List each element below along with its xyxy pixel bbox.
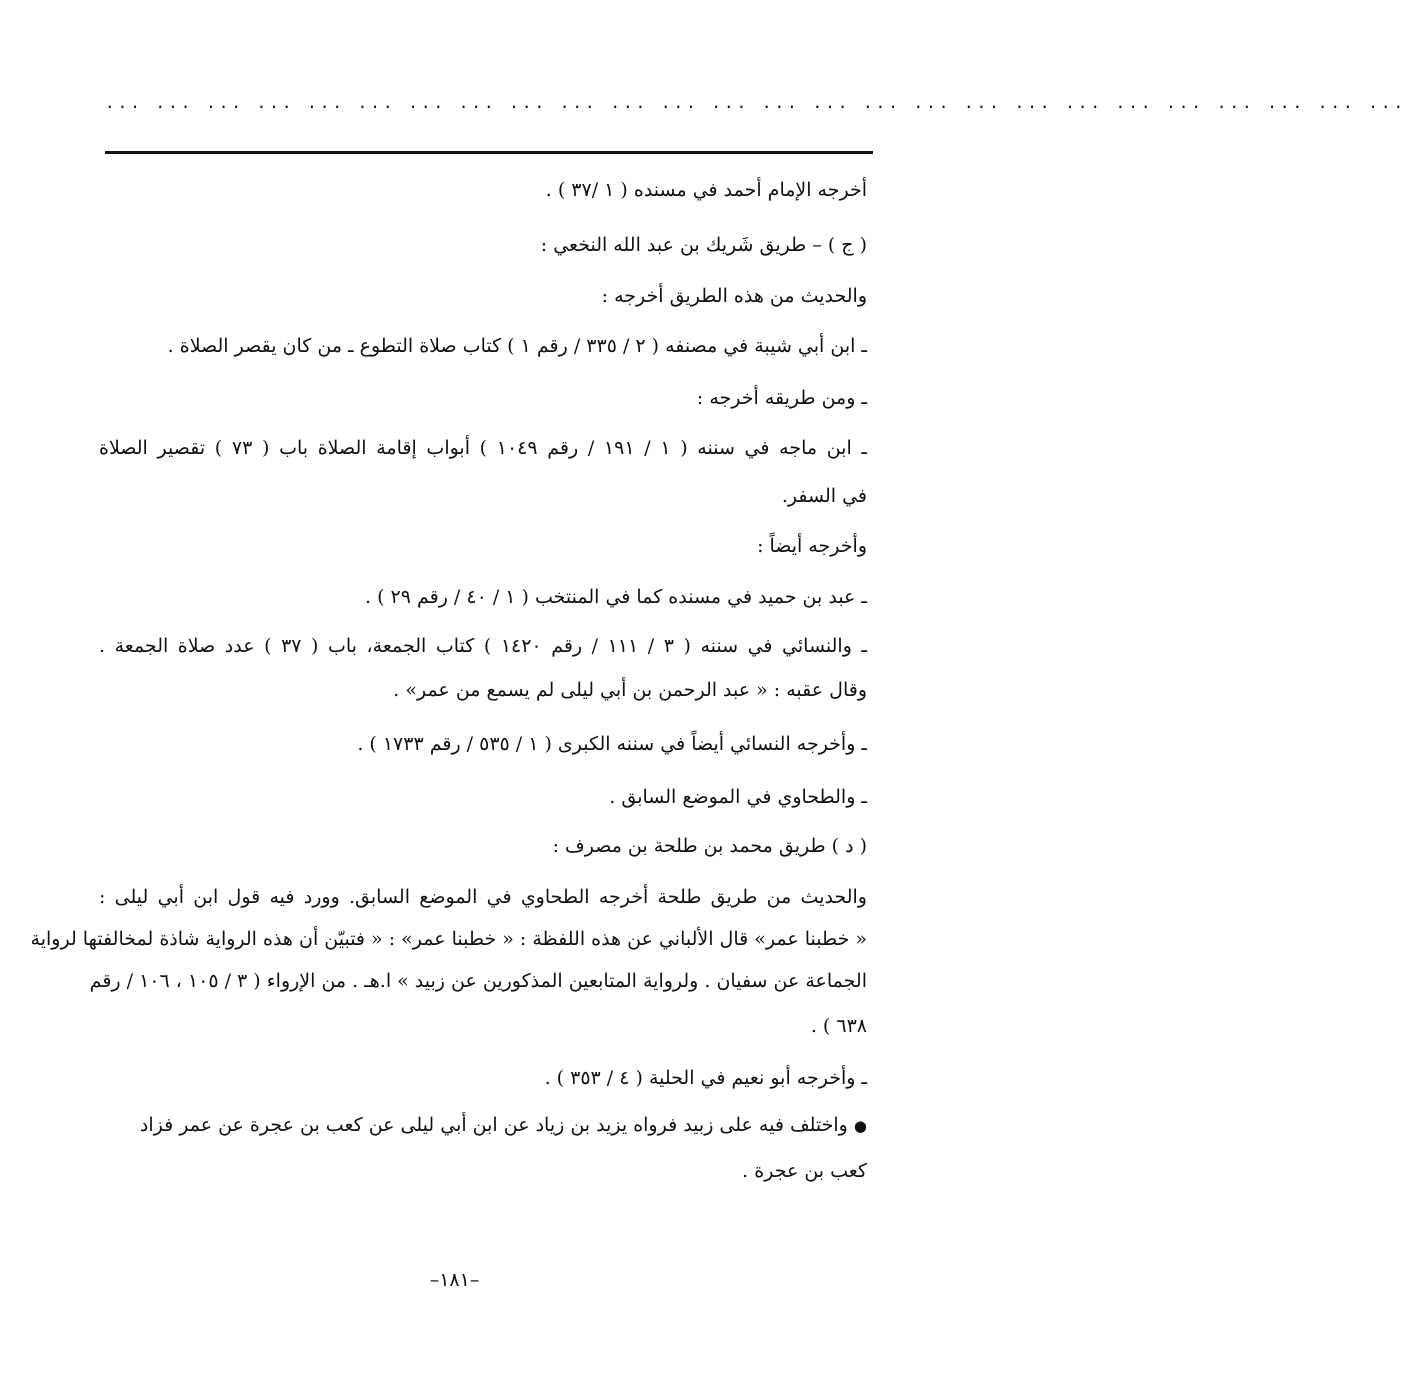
text-line: ـ والطحاوي في الموضع السابق . xyxy=(609,786,867,808)
text-line: الجماعة عن سفيان . ولرواية المتابعين المذكورين عن زبيد » ا.هـ . من الإرواء ( ٣ / ١٠٥ ، ١٠٦ / رقم xyxy=(89,970,867,992)
text-line: والحديث من هذه الطريق أخرجه : xyxy=(601,285,867,307)
dotted-separator: ... ... ... ... ... ... ... ... ... ... ... ... ... ... ... ... ... ... ... ... ... ... ... ... ... ... xyxy=(105,93,1406,112)
text-line: وأخرجه أيضاً : xyxy=(757,535,867,557)
text-line: كعب بن عجرة . xyxy=(742,1160,867,1182)
text-line: ( ج ) – طريق شَريك بن عبد الله النخعي : xyxy=(540,234,867,256)
bullet-line xyxy=(99,1111,867,1140)
text-line: ـ وأخرجه أبو نعيم في الحلية ( ٤ / ٣٥٣ ) . xyxy=(544,1067,867,1089)
text-line: ( د ) طريق محمد بن طلحة بن مصرف : xyxy=(552,835,867,857)
text-line: ـ ابن أبي شيبة في مصنفه ( ٢ / ٣٣٥ / رقم ١ ) كتاب صلاة التطوع ـ من كان يقصر الصلاة . xyxy=(167,335,867,357)
text-line: أخرجه الإمام أحمد في مسنده ( ١ /٣٧ ) . xyxy=(545,179,867,201)
page-number: –١٨١– xyxy=(429,1269,480,1291)
text-line: ـ عبد بن حميد في مسنده كما في المنتخب ( ١ / ٤٠ / رقم ٢٩ ) . xyxy=(364,586,867,608)
horizontal-rule xyxy=(105,151,873,154)
text-line: في السفر. xyxy=(781,485,867,507)
text-line: ـ ابن ماجه في سننه ( ١ / ١٩١ / رقم ١٠٤٩ ) أبواب إقامة الصلاة باب ( ٧٣ ) تقصير الصلاة xyxy=(99,437,867,459)
text-line: والحديث من طريق طلحة أخرجه الطحاوي في الموضع السابق. وورد فيه قول ابن أبي ليلى : xyxy=(99,886,867,908)
bullet-icon: ● xyxy=(853,1117,867,1135)
text-line: « خطبنا عمر» قال الألباني عن هذه اللفظة : « خطبنا عمر» : « فتبيّن أن هذه الرواية شاذة لمخالفتها لرواية xyxy=(30,928,867,950)
text-line: وقال عقبه : « عبد الرحمن بن أبي ليلى لم يسمع من عمر» . xyxy=(393,679,867,701)
text-line: ـ وأخرجه النسائي أيضاً في سننه الكبرى ( ١ / ٥٣٥ / رقم ١٧٣٣ ) . xyxy=(357,733,867,755)
text-line: ـ ومن طريقه أخرجه : xyxy=(696,387,867,409)
text-line: ٦٣٨ ) . xyxy=(810,1015,867,1037)
text-line: واختلف فيه على زبيد فرواه يزيد بن زياد عن ابن أبي ليلى عن كعب بن عجرة عن عمر فزاد xyxy=(139,1114,848,1136)
text-line: ـ والنسائي في سننه ( ٣ / ١١١ / رقم ١٤٢٠ ) كتاب الجمعة، باب ( ٣٧ ) عدد صلاة الجمعة . xyxy=(99,635,867,657)
